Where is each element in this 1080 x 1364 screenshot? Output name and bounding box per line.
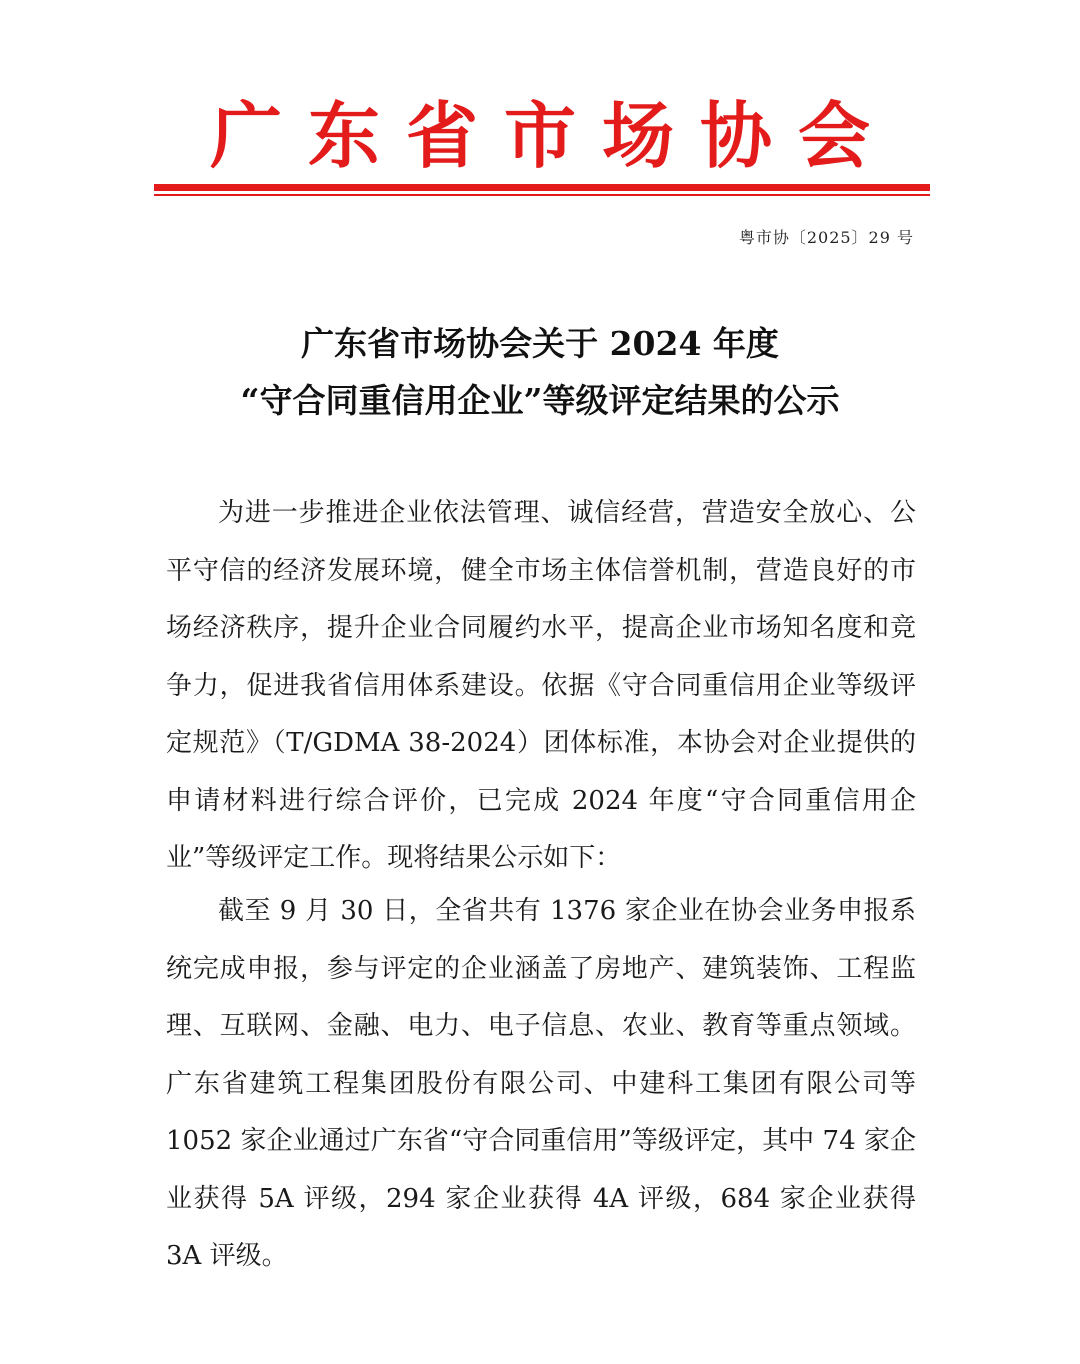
letterhead-title: 广东省市场协会	[209, 94, 896, 178]
body-paragraph-1: 为进一步推进企业依法管理、诚信经营，营造安全放心、公平守信的经济发展环境，健全市场主体信誉机制，营造良好的市场经济秩序，提升企业合同履约水平，提高企业市场知名度和竞争力，促进我省信用体系建设。依据《守合同重信用企业等级评定规范》（T/GDMA 38-2024）团体标准，本协会对企业提供的申请材料进行综合评价，已完成 2024 年度“守合同重信用企业”等级评定工作。现将结果公示如下：	[166, 498, 916, 873]
letterhead-divider-thin	[154, 194, 930, 196]
document-number: 粤市协〔2025〕29 号	[738, 228, 914, 247]
document-title-line-2: “守合同重信用企业”等级评定结果的公示	[240, 381, 840, 420]
document-title-line-1: 广东省市场协会关于 2024 年度	[301, 324, 779, 363]
body-paragraph-2: 截至 9 月 30 日，全省共有 1376 家企业在协会业务申报系统完成申报，参与评定的企业涵盖了房地产、建筑装饰、工程监理、互联网、金融、电力、电子信息、农业、教育等重点领域。广东省建筑工程集团股份有限公司、中建科工集团有限公司等 1052 家企业通过广东省“守合同重信用”等级评定，其中 74 家企业获得 5A 评级，294 家企业获得 4A 评级，684 家企业获得 3A 评级。	[166, 896, 916, 1271]
letterhead-divider-thick	[154, 184, 930, 191]
